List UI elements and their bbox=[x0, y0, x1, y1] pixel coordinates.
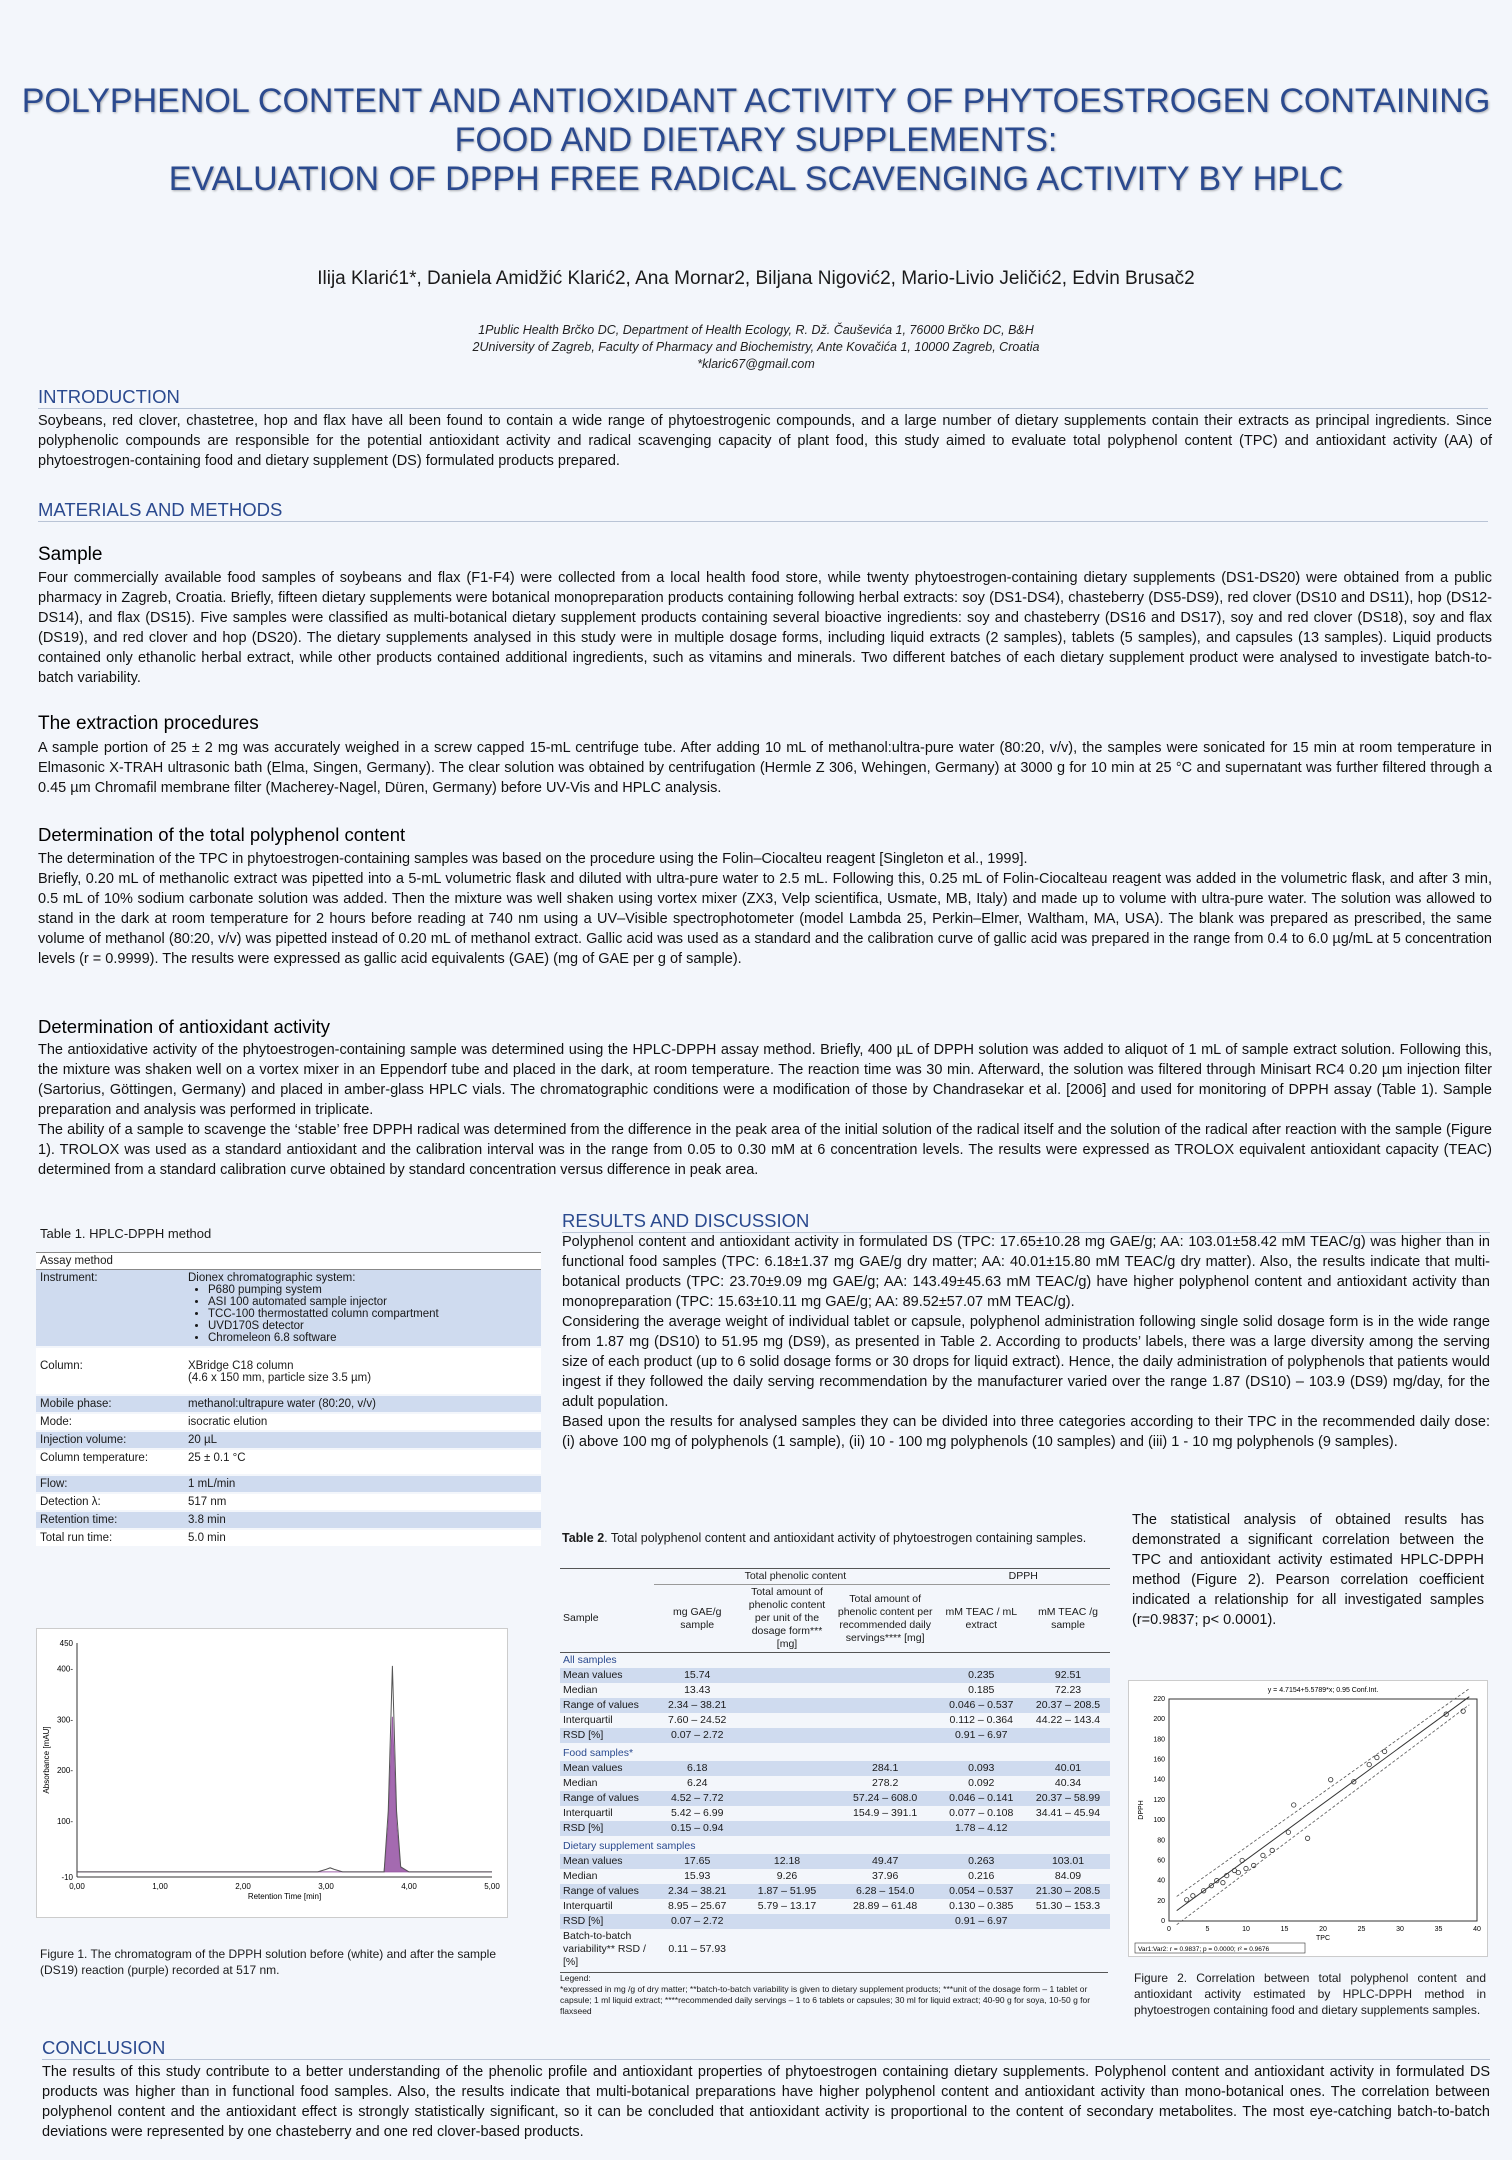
x-tick-label: 3,00 bbox=[318, 1882, 334, 1891]
table2-cell bbox=[740, 1806, 834, 1821]
results-heading: RESULTS AND DISCUSSION bbox=[562, 1210, 1490, 1233]
table2-cell bbox=[740, 1914, 834, 1929]
table2-cell: 57.24 – 608.0 bbox=[834, 1791, 937, 1806]
table2-cell bbox=[1026, 1914, 1110, 1929]
table2-section-label: Food samples* bbox=[563, 1747, 634, 1759]
results-p2: Considering the average weight of individual tablet or capsule, polyphenol administration following single solid dosage form is in the wide range from 1.87 mg (DS10) to 51.95 mg (DS9), as presented in Table 2. According to products’ labels, there was a large diversity among the serving size of each product (up to 6 solid dosage forms or 30 drops for liquid extract). Hence, the daily administration of polyphenols that patients would ingest if they followed the daily serving recommendation by the manufacturer varied over the range 1.87 (DS10) – 103.9 (DS9) mg/day, for the adult population. bbox=[562, 1314, 1490, 1410]
table1-label: Flow: bbox=[36, 1475, 184, 1493]
y-tick-label: 100 bbox=[1153, 1817, 1165, 1825]
table2-cell: 1.78 – 4.12 bbox=[936, 1821, 1026, 1836]
table2-section-row bbox=[560, 1743, 1110, 1761]
table2-cell: 5.42 – 6.99 bbox=[670, 1807, 724, 1819]
y-tick-label: 140 bbox=[1153, 1776, 1165, 1784]
instrument-list bbox=[188, 1284, 537, 1344]
aa-text-1: The antioxidative activity of the phytoestrogen-containing sample was determined using the HPLC-DPPH assay method. Briefly, 400 µL of DPPH solution was added to aliquot of 1 mL of sample extract solution. Following this, the mixture was shaken well on a vortex mixer in an Eppendorf tube and placed in the dark, at room temperature. The reaction time was 30 min. Afterward, the solution was filtered through Minisart RC4 0.20 µm injection filter (Sartorius, Göttingen, Germany) and placed in amber-glass HPLC vials. The chromatographic conditions were a modification of those by Chandrasekar et al. [2006] and used for monitoring of DPPH assay (Table 1). Sample preparation and analysis was performed in triplicate. bbox=[38, 1042, 1492, 1118]
table-row bbox=[560, 1713, 1110, 1728]
data-point bbox=[1261, 1853, 1265, 1857]
table2-cell: 0.185 bbox=[968, 1684, 995, 1696]
table2-cell: 17.65 bbox=[654, 1854, 740, 1869]
table2-cell: 0.046 – 0.537 bbox=[936, 1698, 1026, 1713]
table2-cell bbox=[740, 1821, 834, 1836]
table2-cell: 278.2 bbox=[872, 1777, 899, 1789]
data-point bbox=[1185, 1898, 1189, 1902]
data-point bbox=[1240, 1858, 1244, 1862]
x-tick-label: 30 bbox=[1396, 1926, 1404, 1933]
table-row bbox=[560, 1668, 1110, 1683]
title-line-2: FOOD AND DIETARY SUPPLEMENTS: bbox=[454, 121, 1058, 159]
y-tick-label: 80 bbox=[1157, 1837, 1165, 1845]
table2-cell: 7.60 – 24.52 bbox=[668, 1714, 727, 1726]
table2-cell: 12.18 bbox=[740, 1854, 834, 1869]
table1-label: Mode: bbox=[36, 1413, 184, 1431]
table2-cell bbox=[834, 1683, 937, 1698]
x-tick-label: 15 bbox=[1280, 1926, 1289, 1933]
table2-col: Total amount of phenolic content per recommended daily servings**** [mg] bbox=[837, 1592, 933, 1644]
table2-cell: Range of values bbox=[560, 1884, 654, 1899]
results-p4: The statistical analysis of obtained results has demonstrated a significant correlation between the TPC and antioxidant activity estimated HPLC-DPPH method (Figure 2). Pearson correlation coefficient indicated a relationship for all investigated samples (r=0.9837; p< 0.0001). bbox=[1132, 1512, 1484, 1628]
table2-cell: 6.18 bbox=[654, 1761, 740, 1776]
table2-legend-text: *expressed in mg /g of dry matter; **batch-to-batch variability is given to dietary supplement products; ***unit of the dosage form – 1 tablet or capsule; 1 ml liquid extract; ****recommended daily servings – 1 to 6 tablets or capsules; 30 ml for liquid extract; 40-90 g for soya, 10-50 g for flaxseed bbox=[560, 1984, 1091, 2016]
data-point bbox=[1292, 1803, 1296, 1807]
figure2-caption: Figure 2. Correlation between total polyphenol content and antioxidant activity estimated by HPLC-DPPH method in phytoestrogen containing food and dietary supplements samples. bbox=[1134, 1971, 1486, 2017]
affiliations bbox=[0, 322, 1512, 373]
table1-label: Detection λ: bbox=[36, 1493, 184, 1511]
chromatogram-svg bbox=[37, 1629, 507, 1917]
data-point bbox=[1329, 1778, 1333, 1782]
x-tick-label: 40 bbox=[1473, 1926, 1481, 1933]
table1-value: 20 µL bbox=[184, 1431, 541, 1449]
table2-cell: 5.79 – 13.17 bbox=[757, 1900, 817, 1912]
legend-text: Var1:Var2: r = 0.9837; p = 0.0000; r² = 0.9676 bbox=[1138, 1946, 1270, 1953]
intro-text: Soybeans, red clover, chastetree, hop and flax have all been found to contain a wide range of phytoestrogenic compounds, and a large number of dietary supplements contain their extracts as principal ingredients. Since polyphenolic compounds are responsible for the potential antioxidant activity and radical scavenging capacity of plant food, this study aimed to evaluate total polyphenol content (TPC) and antioxidant activity (AA) of phytoestrogen-containing food and dietary supplement (DS) formulated products prepared. bbox=[38, 413, 1492, 469]
table1-label: Retention time: bbox=[36, 1511, 184, 1529]
table1-value: 1 mL/min bbox=[184, 1475, 541, 1493]
figure1-chart bbox=[36, 1628, 508, 1918]
table2-cell bbox=[834, 1821, 937, 1836]
table2-cell: Mean values bbox=[560, 1761, 654, 1776]
methods-heading: MATERIALS AND METHODS bbox=[38, 499, 1488, 522]
table2-cell bbox=[740, 1761, 834, 1776]
instrument-item: • Chromeleon 6.8 software bbox=[208, 1332, 537, 1344]
table2-cell: 0.07 – 2.72 bbox=[654, 1914, 740, 1929]
table2-cell: 4.52 – 7.72 bbox=[654, 1791, 740, 1806]
affiliation-email: *klaric67@gmail.com bbox=[697, 357, 815, 371]
y-tick-label: 160 bbox=[1153, 1756, 1165, 1764]
column-value-1: XBridge C18 column bbox=[188, 1360, 294, 1372]
table2-col: mM TEAC / mL extract bbox=[945, 1605, 1018, 1631]
table-row bbox=[560, 1869, 1110, 1884]
table2-cell: 40.01 bbox=[1026, 1761, 1110, 1776]
table2-legend-title: Legend: bbox=[560, 1973, 591, 1983]
results-p3: Based upon the results for analysed samples they can be divided into three categories according to their TPC in the recommended daily dose: (i) above 100 mg of polyphenols (1 sample), (ii) 10 - 100 mg polyphenols (10 samples) and (iii) 1 - 10 mg polyphenols (9 samples). bbox=[562, 1414, 1490, 1450]
plot-frame bbox=[1169, 1699, 1477, 1921]
y-tick-label: 400- bbox=[56, 1664, 73, 1674]
table2-cell: RSD [%] bbox=[560, 1728, 654, 1743]
table2-caption-label: Table 2 bbox=[562, 1531, 605, 1545]
table2-group-tpc: Total phenolic content bbox=[654, 1569, 936, 1585]
table2-cell: 8.95 – 25.67 bbox=[668, 1900, 727, 1912]
x-tick-label: 25 bbox=[1357, 1926, 1366, 1933]
scatter-svg bbox=[1129, 1681, 1487, 1956]
x-axis-label: Retention Time [min] bbox=[247, 1892, 322, 1901]
x-tick-label: 0 bbox=[1167, 1926, 1171, 1933]
table2-cell: 2.34 – 38.21 bbox=[654, 1698, 740, 1713]
table2-section-row bbox=[560, 1653, 1110, 1669]
table1-value: isocratic elution bbox=[184, 1413, 541, 1431]
table1-label: Injection volume: bbox=[36, 1431, 184, 1449]
aa-text-2: The ability of a sample to scavenge the ‘stable’ free DPPH radical was determined from the difference in the peak area of the initial solution of the radical itself and the solution of the radical after reaction with the sample (Figure 1). TROLOX was used as a standard antioxidant and the calibration interval was in the range from 0.05 to 0.30 mM at 6 concentration levels. The results were expressed as TROLOX equivalent antioxidant capacity (TEAC) determined from a standard calibration curve obtained by standard concentration versus difference in peak area. bbox=[38, 1122, 1492, 1178]
table2-cell bbox=[936, 1929, 1026, 1970]
data-point bbox=[1244, 1866, 1248, 1870]
table1-value: methanol:ultrapure water (80:20, v/v) bbox=[184, 1395, 541, 1413]
column-value-2: (4.6 x 150 mm, particle size 3.5 µm) bbox=[188, 1372, 372, 1384]
sample-series-line bbox=[77, 1717, 492, 1872]
table2-cell: Median bbox=[563, 1777, 598, 1789]
table2-cell: Batch-to-batch variability** RSD / [%] bbox=[563, 1930, 646, 1968]
table2-cell: Mean values bbox=[560, 1854, 654, 1869]
table2-cell: Median bbox=[563, 1870, 598, 1882]
table1-label: Column temperature: bbox=[36, 1449, 184, 1475]
table-row bbox=[560, 1899, 1110, 1914]
table2-cell bbox=[740, 1683, 834, 1698]
data-point bbox=[1375, 1755, 1379, 1759]
table1-value: 517 nm bbox=[184, 1493, 541, 1511]
table-row bbox=[560, 1698, 1110, 1713]
confidence-upper-line bbox=[1177, 1689, 1470, 1897]
table-row bbox=[560, 1683, 1110, 1698]
table2-cell: Mean values bbox=[560, 1668, 654, 1683]
table2-cell: 0.91 – 6.97 bbox=[936, 1914, 1026, 1929]
x-tick-label: 0,00 bbox=[69, 1882, 85, 1891]
regression-line bbox=[1177, 1697, 1470, 1911]
table2-caption bbox=[562, 1530, 1110, 1546]
table-row bbox=[560, 1821, 1110, 1836]
table2-cell: 72.23 bbox=[1054, 1684, 1082, 1696]
poster-title bbox=[20, 82, 1492, 199]
table2-cell: 15.93 bbox=[684, 1870, 711, 1882]
instrument-title: Dionex chromatographic system: bbox=[188, 1272, 356, 1284]
table2-caption-text: . Total polyphenol content and antioxidant activity of phytoestrogen containing samples. bbox=[604, 1531, 1087, 1545]
instrument-item: • TCC-100 thermostatted column compartment bbox=[208, 1308, 537, 1320]
results-text bbox=[562, 1232, 1490, 1452]
table2-col: mg GAE/g sample bbox=[673, 1605, 722, 1631]
table2-cell bbox=[740, 1698, 834, 1713]
chart-title: y = 4.7154+5.5789*x; 0.95 Conf.Int. bbox=[1267, 1687, 1379, 1694]
table-row bbox=[560, 1761, 1110, 1776]
table2-cell: 0.07 – 2.72 bbox=[654, 1728, 740, 1743]
conclusion-heading: CONCLUSION bbox=[42, 2037, 1490, 2060]
table2-cell: 51.30 – 153.3 bbox=[1035, 1900, 1101, 1912]
y-tick-label: 60 bbox=[1157, 1857, 1165, 1865]
table1 bbox=[36, 1252, 541, 1548]
table1-value: 25 ± 0.1 °C bbox=[184, 1449, 541, 1475]
table-row bbox=[560, 1929, 1110, 1970]
table-row bbox=[560, 1806, 1110, 1821]
data-point bbox=[1270, 1848, 1274, 1852]
table-row bbox=[560, 1914, 1110, 1929]
table2-cell bbox=[1026, 1821, 1110, 1836]
x-tick-label: 1,00 bbox=[152, 1882, 168, 1891]
table2-cell: Median bbox=[563, 1684, 598, 1696]
table1-value bbox=[184, 1270, 541, 1348]
table2-cell bbox=[834, 1914, 937, 1929]
table2-cell: 9.26 bbox=[776, 1870, 798, 1882]
y-tick-label: 200- bbox=[56, 1766, 73, 1776]
table2-cell: 0.054 – 0.537 bbox=[936, 1884, 1026, 1899]
y-tick-label: 20 bbox=[1157, 1897, 1165, 1905]
table1-header: Assay method bbox=[36, 1253, 541, 1270]
x-tick-label: 2,00 bbox=[235, 1882, 251, 1891]
table1-value bbox=[184, 1347, 541, 1395]
table1-value: 5.0 min bbox=[184, 1529, 541, 1547]
y-tick-label: 300- bbox=[56, 1715, 73, 1725]
table2-cell: 103.01 bbox=[1026, 1854, 1110, 1869]
table2-cell bbox=[834, 1713, 937, 1728]
table2-cell: 6.24 bbox=[687, 1777, 708, 1789]
table-row bbox=[560, 1884, 1110, 1899]
instrument-item: • ASI 100 automated sample injector bbox=[208, 1296, 537, 1308]
data-point bbox=[1221, 1880, 1225, 1884]
sample-heading: Sample bbox=[38, 544, 103, 565]
table2-cell: 0.093 bbox=[936, 1761, 1026, 1776]
table2-section-label: All samples bbox=[563, 1654, 617, 1666]
results-p1: Polyphenol content and antioxidant activity in formulated DS (TPC: 17.65±10.28 mg GAE/g; AA: 103.01±58.42 mM TEAC/g) was higher than in functional food samples (TPC: 6.18±1.37 mg GAE/g dry matter; AA: 40.01±15.80 mM TEAC/g dry matter). Also, the results indicate that multi-botanical products (TPC: 23.70±9.09 mg GAE/g; AA: 143.49±45.63 mM TEAC/g) have higher polyphenol content and antioxidant activity than monopreparation (TPC: 15.63±10.11 mg GAE/g; AA: 89.52±57.07 mM TEAC/g). bbox=[562, 1234, 1490, 1310]
table2-cell: RSD [%] bbox=[560, 1914, 654, 1929]
table2-cell: 0.077 – 0.108 bbox=[949, 1807, 1014, 1819]
aa-text bbox=[38, 1040, 1492, 1180]
table2-cell: 20.37 – 58.99 bbox=[1026, 1791, 1110, 1806]
table2-cell: 6.28 – 154.0 bbox=[834, 1884, 937, 1899]
table2-cell: 0.130 – 0.385 bbox=[949, 1900, 1014, 1912]
table2-cell: Range of values bbox=[560, 1791, 654, 1806]
table2-cell: 0.263 bbox=[936, 1854, 1026, 1869]
table-row bbox=[560, 1791, 1110, 1806]
table2-cell: Range of values bbox=[560, 1698, 654, 1713]
table2-cell bbox=[740, 1929, 834, 1970]
table2-cell: 2.34 – 38.21 bbox=[654, 1884, 740, 1899]
table2-cell: 21.30 – 208.5 bbox=[1026, 1884, 1110, 1899]
x-tick-label: 5 bbox=[1205, 1926, 1210, 1933]
table2-legend bbox=[560, 1972, 1108, 2017]
table-row bbox=[560, 1728, 1110, 1743]
data-point bbox=[1367, 1762, 1371, 1766]
table2-col: Total amount of phenolic content per unit of the dosage form*** [mg] bbox=[748, 1586, 826, 1650]
table2-cell: 44.22 – 143.4 bbox=[1035, 1714, 1101, 1726]
table2-cell: RSD [%] bbox=[560, 1821, 654, 1836]
title-line-1: POLYPHENOL CONTENT AND ANTIOXIDANT ACTIVITY OF PHYTOESTROGEN CONTAINING bbox=[21, 82, 1491, 120]
aa-heading: Determination of antioxidant activity bbox=[38, 1016, 331, 1037]
table2-cell: 20.37 – 208.5 bbox=[1026, 1698, 1110, 1713]
table2-col-sample: Sample bbox=[563, 1611, 599, 1624]
table2-cell bbox=[1026, 1728, 1110, 1743]
y-tick-label: 180 bbox=[1153, 1736, 1165, 1744]
table2-cell: 284.1 bbox=[834, 1761, 937, 1776]
y-axis-label: DPPH bbox=[1138, 1800, 1145, 1820]
table2-body bbox=[560, 1653, 1110, 1971]
tpc-heading: Determination of the total polyphenol content bbox=[38, 824, 406, 845]
y-tick-label: 100- bbox=[56, 1817, 73, 1827]
affiliation-1: 1Public Health Brčko DC, Department of Health Ecology, R. Dž. Čauševića 1, 76000 Brčko DC, B&H bbox=[478, 323, 1034, 337]
extraction-heading: The extraction procedures bbox=[38, 713, 259, 734]
y-tick-label: 40 bbox=[1157, 1877, 1165, 1885]
y-tick-label: 120 bbox=[1153, 1796, 1165, 1804]
table2-cell bbox=[740, 1668, 834, 1683]
table2-section-label: Dietary supplement samples bbox=[563, 1840, 696, 1852]
table2-cell: 13.43 bbox=[684, 1684, 711, 1696]
table1-label: Mobile phase: bbox=[36, 1395, 184, 1413]
figure1-caption: Figure 1. The chromatogram of the DPPH solution before (white) and after the sample (DS19) reaction (purple) recorded at 517 nm. bbox=[40, 1947, 497, 1977]
table2 bbox=[560, 1568, 1110, 2017]
y-axis-label: Absorbance [mAU] bbox=[42, 1726, 51, 1794]
figure2-chart bbox=[1128, 1680, 1488, 1957]
table-row bbox=[560, 1854, 1110, 1869]
authors: Ilija Klarić1*, Daniela Amidžić Klarić2, Ana Mornar2, Biljana Nigović2, Mario-Livio Jeličić2, Edvin Brusač2 bbox=[317, 268, 1195, 289]
table2-cell: 37.96 bbox=[872, 1870, 899, 1882]
table2-group-dpph: DPPH bbox=[936, 1569, 1110, 1585]
table2-cell bbox=[740, 1728, 834, 1743]
table2-cell: Interquartil bbox=[563, 1807, 613, 1819]
x-tick-label: 35 bbox=[1434, 1926, 1443, 1933]
table2-cell bbox=[740, 1776, 834, 1791]
table2-cell: 34.41 – 45.94 bbox=[1035, 1807, 1101, 1819]
data-point bbox=[1461, 1709, 1465, 1713]
blank-series-line bbox=[77, 1666, 492, 1872]
table1-value: 3.8 min bbox=[184, 1511, 541, 1529]
table2-cell: 154.9 – 391.1 bbox=[853, 1807, 918, 1819]
confidence-lower-line bbox=[1177, 1705, 1470, 1925]
table2-col: mM TEAC /g sample bbox=[1038, 1605, 1098, 1631]
table2-cell: 0.15 – 0.94 bbox=[654, 1821, 740, 1836]
y-tick-label: 200 bbox=[1153, 1716, 1165, 1724]
table1-label: Total run time: bbox=[36, 1529, 184, 1547]
data-point bbox=[1191, 1894, 1195, 1898]
table2-cell: 0.91 – 6.97 bbox=[936, 1728, 1026, 1743]
x-tick-label: 4,00 bbox=[401, 1882, 417, 1891]
table2-cell bbox=[1026, 1929, 1110, 1970]
table2-cell: 0.235 bbox=[936, 1668, 1026, 1683]
table2-cell: 0.112 – 0.364 bbox=[949, 1714, 1013, 1726]
table2-cell bbox=[834, 1698, 937, 1713]
instrument-item: • UVD170S detector bbox=[208, 1320, 537, 1332]
table2-cell bbox=[740, 1791, 834, 1806]
y-tick-label: 0 bbox=[1161, 1918, 1165, 1925]
tpc-text-2: Briefly, 0.20 mL of methanolic extract was pipetted into a 5-mL volumetric flask and diluted with ultra-pure water to 2.5 mL. Following this, 0.25 mL of Folin-Ciocalteau reagent was added in the volumetric flask, and after 3 min, 0.5 mL of 10% sodium carbonate solution was added. Then the mixture was well shaken using vortex mixer (ZX3, Velp scientifica, Usmate, MB, Italy) and made up to volume with ultra-pure water. The solution was allowed to stand in the dark at room temperature for 2 hours before reading at 740 nm using a UV–Visible spectrophotometer (model Lambda 25, Perkin–Elmer, Waltham, MA, USA). The blank was prepared as prescribed, the same volume of methanol (80:20, v/v) was pipetted instead of 0.20 mL of methanol extract. Gallic acid was used as a standard and the calibration curve of gallic acid was prepared in the range from 0.4 to 6.0 µg/mL at 5 concentration levels (r = 0.9999). The results were expressed as gallic acid equivalents (GAE) (mg of GAE per g of sample). bbox=[38, 871, 1492, 967]
table2-cell: 49.47 bbox=[834, 1854, 937, 1869]
data-point bbox=[1286, 1830, 1290, 1834]
table2-section-row bbox=[560, 1836, 1110, 1854]
table1-label: Column: bbox=[36, 1347, 184, 1395]
y-tick-label: -10 bbox=[61, 1873, 73, 1882]
table-row bbox=[560, 1776, 1110, 1791]
table2-cell: 28.89 – 61.48 bbox=[853, 1900, 918, 1912]
table2-cell: Interquartil bbox=[563, 1714, 613, 1726]
x-axis-label: TPC bbox=[1316, 1935, 1330, 1942]
table2-cell: 15.74 bbox=[654, 1668, 740, 1683]
table2-cell: 92.51 bbox=[1026, 1668, 1110, 1683]
title-line-3: EVALUATION OF DPPH FREE RADICAL SCAVENGING ACTIVITY BY HPLC bbox=[168, 160, 1344, 198]
table1-caption: Table 1. HPLC-DPPH method bbox=[40, 1226, 212, 1241]
data-point bbox=[1236, 1870, 1240, 1874]
extraction-text: A sample portion of 25 ± 2 mg was accurately weighed in a screw capped 15-mL centrifuge tube. After adding 10 mL of methanol:ultra-pure water (80:20, v/v), the samples were sonicated for 15 min at room temperature in Elmasonic X-TRAH ultrasonic bath (Elma, Singen, Germany). The clear solution was obtained by centrifugation (Hermle Z 306, Wehingen, Germany) at 3000 g for 10 min at 25 °C and supernatant was further filtered through a 0.45 µm Chromafil membrane filter (Macherey-Nagel, Düren, Germany) before UV-Vis and HPLC analysis. bbox=[38, 740, 1492, 796]
y-tick-label: 450 bbox=[59, 1639, 73, 1648]
x-tick-label: 5,00 bbox=[484, 1882, 500, 1891]
table2-cell: 84.09 bbox=[1054, 1870, 1082, 1882]
x-tick-label: 20 bbox=[1319, 1926, 1327, 1933]
table2-cell: 40.34 bbox=[1054, 1777, 1082, 1789]
instrument-item: • P680 pumping system bbox=[208, 1284, 537, 1296]
table2-cell bbox=[834, 1929, 937, 1970]
y-tick-label: 220 bbox=[1153, 1696, 1165, 1703]
table2-cell bbox=[834, 1728, 937, 1743]
table2-cell: 0.046 – 0.141 bbox=[936, 1791, 1026, 1806]
table1-label: Instrument: bbox=[36, 1270, 184, 1348]
table2-cell bbox=[834, 1668, 937, 1683]
table2-cell: 0.092 bbox=[968, 1777, 995, 1789]
tpc-text-1: The determination of the TPC in phytoestrogen-containing samples was based on the procedure using the Folin–Ciocalteu reagent [Singleton et al., 1999]. bbox=[38, 851, 1028, 867]
intro-heading: INTRODUCTION bbox=[38, 386, 1488, 409]
data-point bbox=[1382, 1749, 1386, 1753]
conclusion-text: The results of this study contribute to a better understanding of the phenolic profile and antioxidant properties of phytoestrogen containing dietary supplements. Polyphenol content and antioxidant activity in formulated DS products was higher than in functional food samples. Also, the results indicate that multi-botanical preparations have higher polyphenol content and antioxidant activity than mono-botanical ones. The correlation between polyphenol content and the antioxidant effect is strongly statistically significant, so it can be concluded that antioxidant activity is proportional to the content of secondary metabolites. The most eye-catching batch-to-batch deviations were represented by one chasteberry and one red clover-based products. bbox=[42, 2064, 1490, 2140]
table2-cell bbox=[740, 1713, 834, 1728]
tpc-text bbox=[38, 849, 1492, 969]
table2-cell: 0.216 bbox=[968, 1870, 995, 1882]
data-point bbox=[1305, 1836, 1309, 1840]
table2-cell: 0.11 – 57.93 bbox=[668, 1943, 727, 1955]
table2-cell: Interquartil bbox=[563, 1900, 613, 1912]
x-tick-label: 10 bbox=[1242, 1926, 1250, 1933]
affiliation-2: 2University of Zagreb, Faculty of Pharmacy and Biochemistry, Ante Kovačića 1, 10000 Zagreb, Croatia bbox=[472, 340, 1040, 354]
sample-text: Four commercially available food samples of soybeans and flax (F1-F4) were collected from a local health food store, while twenty phytoestrogen-containing dietary supplements (DS1-DS20) were obtained from a public pharmacy in Zagreb, Croatia. Briefly, fifteen dietary supplements were botanical monopreparation products containing following herbal extracts: soy (DS1-DS4), chasteberry (DS5-DS9), red clover (DS10 and DS11), hop (DS12-DS14), and flax (DS15). Five samples were classified as multi-botanical dietary supplement products containing several bioactive ingredients: soy and chasteberry (DS16 and DS17), soy and red clover (DS18), soy and flax (DS19), and red clover and hop (DS20). The dietary supplements analysed in this study were in multiple dosage forms, including liquid extracts (2 samples), tablets (5 samples), and capsules (13 samples). Liquid products contained only ethanolic herbal extract, while other products contained additional ingredients, such as vitamins and minerals. Two different batches of each dietary supplement product were analysed to investigate batch-to-batch variability. bbox=[38, 570, 1492, 686]
table2-cell: 1.87 – 51.95 bbox=[740, 1884, 834, 1899]
